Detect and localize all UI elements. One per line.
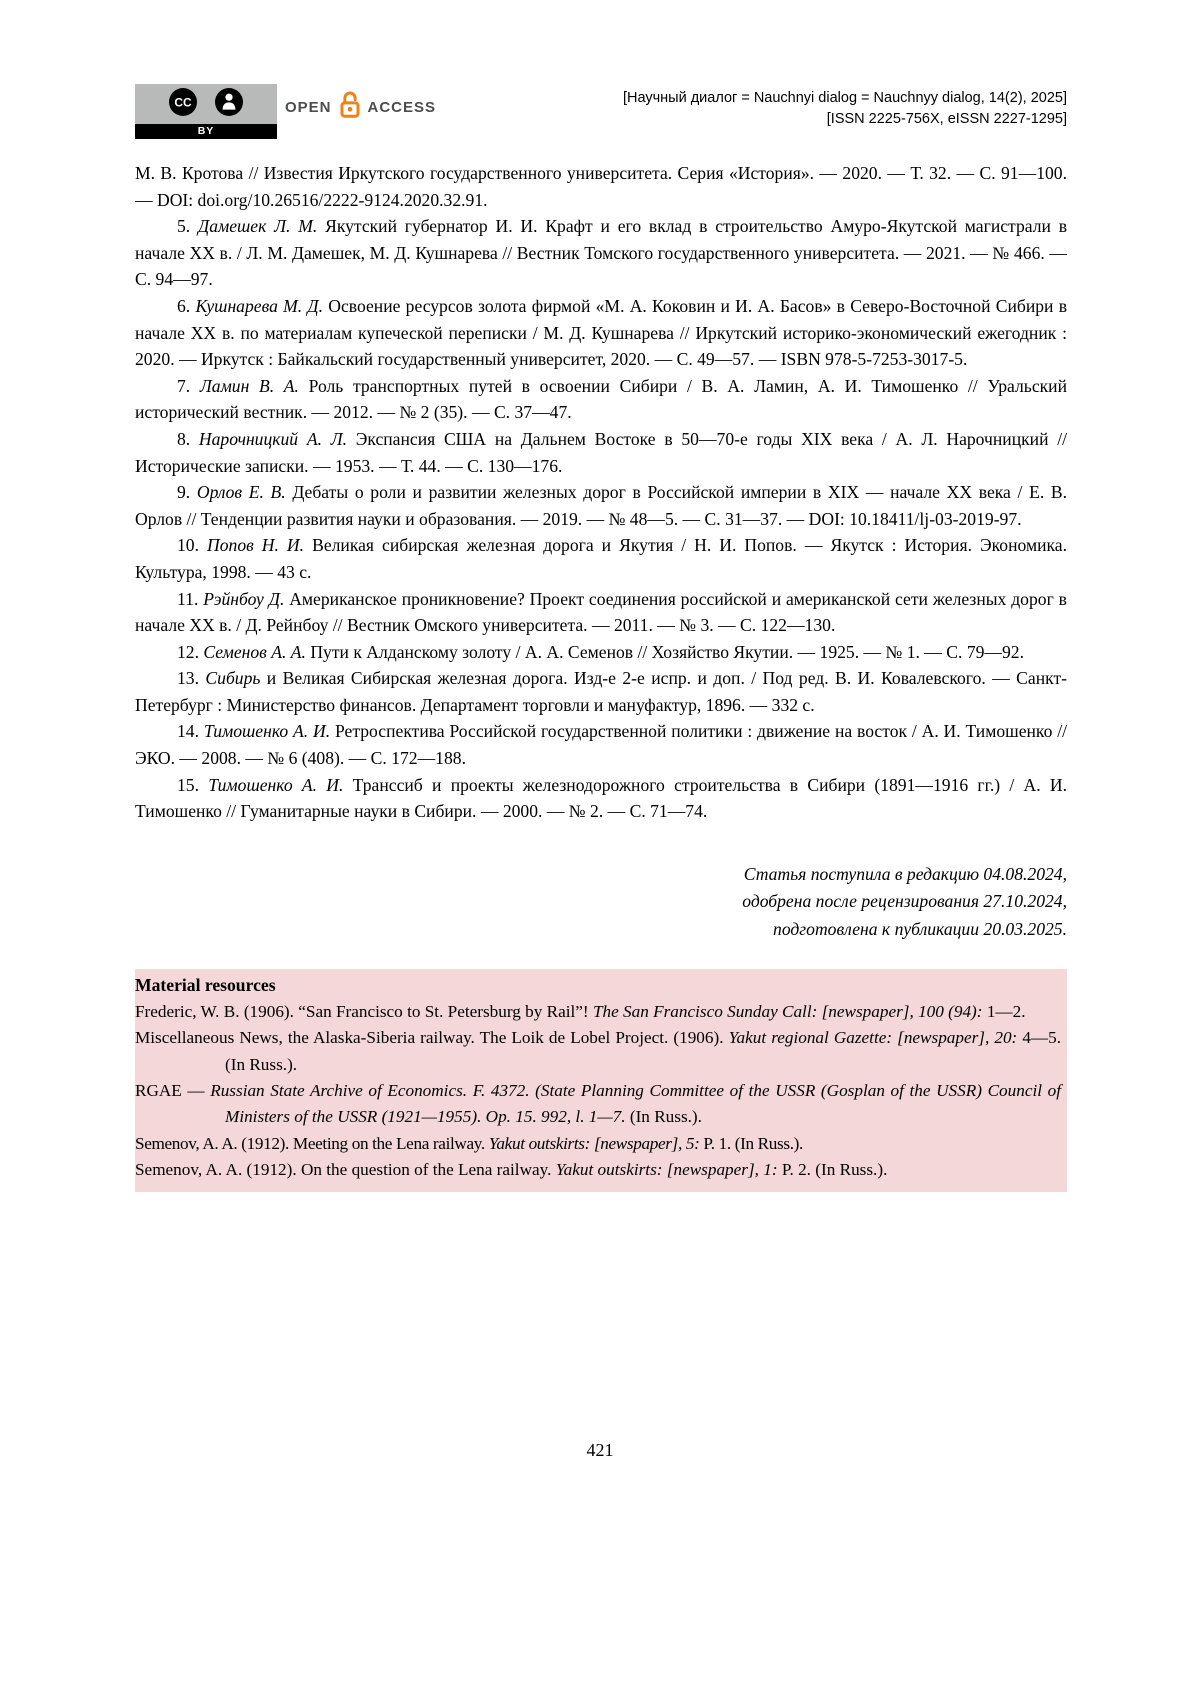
open-access-logo xyxy=(285,90,436,124)
reference-number: 6. xyxy=(177,295,196,316)
creative-commons-icon xyxy=(168,87,198,122)
reference-item xyxy=(135,772,1067,825)
material-entry-pages: (In Russ.). xyxy=(625,1107,702,1127)
reference-number: 10. xyxy=(177,535,208,556)
reference-text: Дебаты о роли и развитии железных дорог в Российской империи в XIX — начале XX века / Е. В. Орлов // Тенденции развития науки и образования. — 2019. — № 48—5. — С. 31—37. — DOI: 10.18411/lj-03-2019-97. xyxy=(135,482,1068,529)
reference-text: Великая сибирская железная дорога и Якутия / Н. И. Попов. — Якутск : История. Экономика. Культура, 1998. — 43 с. xyxy=(135,535,1067,582)
material-entry-source: Yakut outskirts: [newspaper], 1: xyxy=(555,1160,778,1180)
reference-text: Освоение ресурсов золота фирмой «М. А. Коковин и И. А. Басов» в Северо-Восточной Сибири в начале XX в. по материалам купеческой переписки / М. Д. Кушнарева // Иркутский историко-экономический ежегодник : 2020. — Иркутск : Байкальский государственный университет, 2020. — С. 49—57. — ISBN 978-5-7253-3017-5. xyxy=(135,295,1067,370)
reference-number: 8. xyxy=(177,428,199,449)
material-entry-text: Frederic, W. B. (1906). “San Francisco to St. Petersburg by Rail”! xyxy=(135,1001,593,1021)
review-date-line: одобрена после рецензирования 27.10.2024, xyxy=(742,891,1067,912)
journal-info xyxy=(623,88,1067,130)
reference-number: 15. xyxy=(177,774,209,795)
reference-text: Якутский губернатор И. И. Крафт и его вклад в строительство Амуро-Якутской магистрали в начале XX в. / Л. М. Дамешек, М. Д. Кушнарева // Вестник Томского государственного университета. — 2021. — № 466. — С. 94—97. xyxy=(135,216,1068,290)
submission-dates xyxy=(135,861,1067,944)
reference-number: 13. xyxy=(177,668,206,689)
material-entry-source: Russian State Archive of Economics. F. 4372. (State Planning Committee of the USSR (Gosplan of the USSR) Council of Ministers of the USSR (1921—1955). Op. 15. 992, l. 1—7. xyxy=(210,1080,1061,1127)
reference-item xyxy=(135,373,1067,426)
reference-number: 14. xyxy=(177,721,204,742)
material-entry xyxy=(135,1131,1061,1157)
material-entry-source: Yakut outskirts: [newspaper], 5: xyxy=(488,1133,700,1153)
page-header xyxy=(135,84,1067,144)
reference-item xyxy=(135,213,1067,293)
reference-item xyxy=(135,532,1067,585)
reference-text: Пути к Алданскому золоту / А. А. Семенов // Хозяйство Якутии. — 1925. — № 1. — С. 79—92. xyxy=(310,641,1025,662)
cc-badge-icons xyxy=(135,84,277,124)
open-access-access-label: ACCESS xyxy=(367,98,437,116)
svg-text:CC: CC xyxy=(174,95,192,109)
reference-author: Ламин В. А. xyxy=(199,375,309,396)
material-entry xyxy=(135,1157,1061,1183)
open-access-open-label: OPEN xyxy=(285,98,332,116)
reference-author: Рэйнбоу Д. xyxy=(203,588,290,609)
reference-item xyxy=(135,639,1067,666)
publication-date-line: подготовлена к публикации 20.03.2025. xyxy=(773,918,1067,939)
reference-author: Орлов Е. В. xyxy=(196,482,293,503)
reference-author: Попов Н. И. xyxy=(207,535,313,556)
journal-issn-line: [ISSN 2225-756X, eISSN 2227-1295] xyxy=(826,111,1067,127)
reference-text: Транссиб и проекты железнодорожного строительства в Сибири (1891—1916 гг.) / А. И. Тимошенко // Гуманитарные науки в Сибири. — 2000. — № 2. — С. 71—74. xyxy=(135,774,1068,822)
reference-author: Нарочницкий А. Л. xyxy=(198,428,356,449)
material-entry-pages: P. 1. (In Russ.). xyxy=(699,1133,803,1153)
reference-author: Дамешек Л. М. xyxy=(198,216,326,237)
journal-title-line: [Научный диалог = Nauchnyi dialog = Nauchnyy dialog, 14(2), 2025] xyxy=(622,90,1067,106)
material-entry xyxy=(135,999,1061,1025)
cc-by-badge xyxy=(135,84,277,139)
material-entry-source: The San Francisco Sunday Call: [newspaper], 100 (94): xyxy=(592,1001,983,1021)
reference-author: Семенов А. А. xyxy=(203,641,311,662)
material-entry xyxy=(135,1025,1061,1078)
reference-item xyxy=(135,426,1067,479)
reference-item xyxy=(135,665,1067,718)
material-resources-section xyxy=(135,969,1067,1191)
material-entry-pages: 1—2. xyxy=(982,1001,1026,1021)
material-resources-heading: Material resources xyxy=(135,975,276,996)
reference-text: Экспансия США на Дальнем Востоке в 50—70-е годы XIX века / А. Л. Нарочницкий // Исторические записки. — 1953. — Т. 44. — С. 130—176. xyxy=(135,428,1067,476)
reference-number: 5. xyxy=(177,216,198,237)
reference-author: Кушнарева М. Д. xyxy=(195,295,329,316)
page-content xyxy=(135,160,1067,1192)
open-lock-icon xyxy=(337,90,363,124)
material-entry-source: Yakut regional Gazette: [newspaper], 20: xyxy=(728,1028,1018,1048)
material-entry-pages: 4—5. (In Russ.). xyxy=(225,1028,1061,1074)
material-entry-text: Semenov, A. A. (1912). Meeting on the Lena railway. xyxy=(135,1133,489,1153)
reference-text: Американское проникновение? Проект соединения российской и американской сети железных дорог в начале XX в. / Д. Рейнбоу // Вестник Омского университета. — 2011. — № 3. — С. 122—130. xyxy=(135,588,1067,636)
page-number: 421 xyxy=(586,1440,614,1460)
material-entry-text: RGAE — xyxy=(135,1080,211,1100)
reference-number: 12. xyxy=(177,641,204,662)
attribution-person-icon xyxy=(214,87,244,122)
material-entry-text: Miscellaneous News, the Alaska-Siberia railway. The Loik de Lobel Project. (1906). xyxy=(135,1028,729,1048)
reference-text: М. В. Кротова // Известия Иркутского государственного университета. Серия «История». — 2020. — Т. 32. — С. 91—100. — DOI: doi.org/10.26516/2222-9124.2020.32.91. xyxy=(135,163,1067,210)
reference-number: 9. xyxy=(177,482,197,503)
reference-author: Тимошенко А. И. xyxy=(203,721,335,742)
reference-item xyxy=(135,160,1067,213)
reference-text: Ретроспектива Российской государственной политики : движение на восток / А. И. Тимошенко // ЭКО. — 2008. — № 6 (408). — С. 172—188. xyxy=(135,721,1067,769)
reference-author: Тимошенко А. И. xyxy=(208,774,353,795)
reference-author: Сибирь xyxy=(205,668,267,689)
material-entry-text: Semenov, A. A. (1912). On the question of the Lena railway. xyxy=(135,1160,556,1180)
material-entry-pages: P. 2. (In Russ.). xyxy=(777,1160,888,1180)
reference-number: 11. xyxy=(177,588,204,609)
reference-item xyxy=(135,293,1067,373)
cc-by-label: BY xyxy=(135,124,277,139)
reference-text: и Великая Сибирская железная дорога. Изд-е 2-е испр. и доп. / Под ред. В. И. Ковалевского. — Санкт-Петербург : Министерство финансов. Департамент торговли и мануфактур, 1896. — 332 с. xyxy=(135,668,1068,715)
reference-number: 7. xyxy=(177,375,200,396)
material-entry xyxy=(135,1078,1061,1131)
submission-date-line: Статья поступила в редакцию 04.08.2024, xyxy=(743,863,1067,884)
reference-item xyxy=(135,718,1067,771)
reference-text: Роль транспортных путей в освоении Сибири / В. А. Ламин, А. И. Тимошенко // Уральский исторический вестник. — 2012. — № 2 (35). — С. 37—47. xyxy=(135,375,1068,423)
reference-item xyxy=(135,479,1067,532)
reference-item xyxy=(135,586,1067,639)
